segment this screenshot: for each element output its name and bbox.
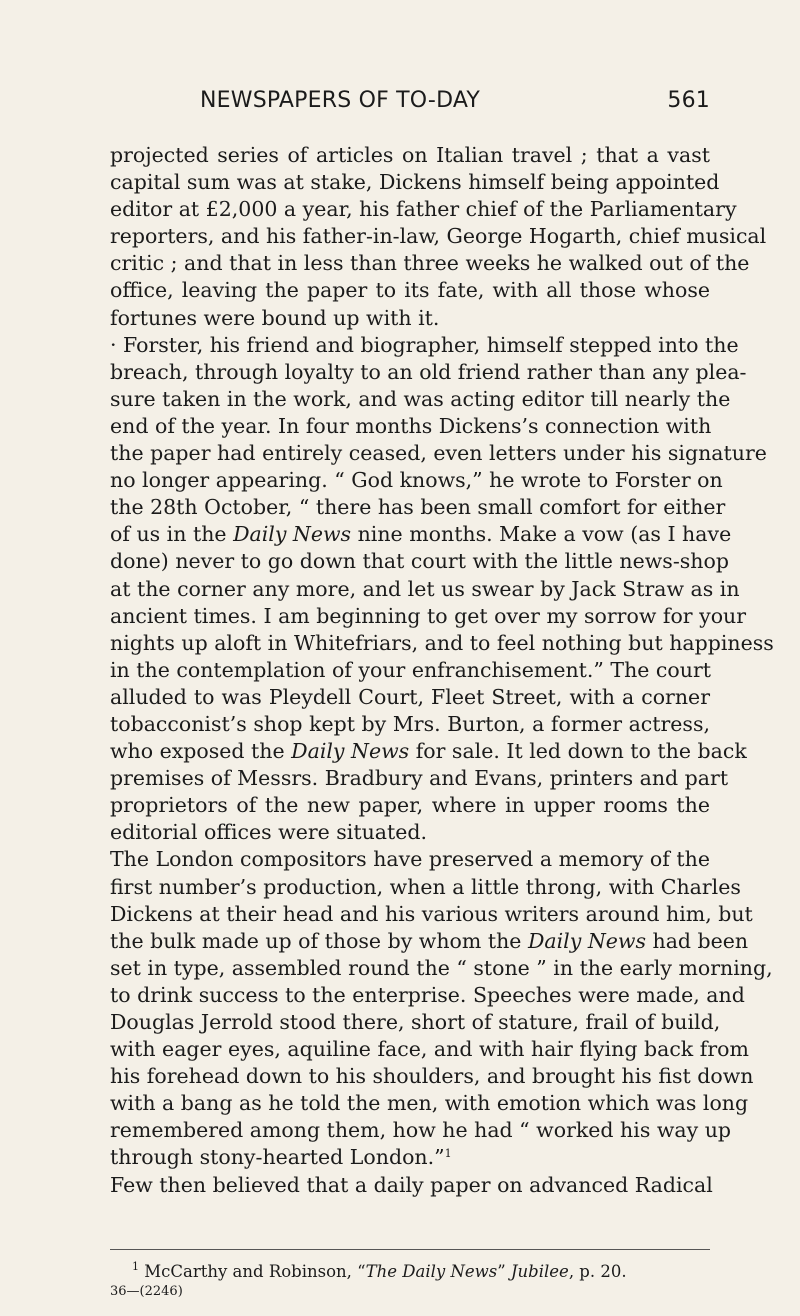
footnote-text-c: , p. 20. (568, 1262, 627, 1281)
text-line: editor at £2,000 a year, his father chief of the Parliamentary (110, 197, 737, 222)
text-line: Dickens at their head and his various writers around him, but (110, 901, 753, 926)
text-line: office, leaving the paper to its fate, with all those whose (110, 278, 710, 303)
text-line: the 28th October, “ there has been small comfort for either (110, 495, 726, 520)
printer-signature: 36—(2246) (110, 1284, 183, 1299)
text-line: alluded to was Pleydell Court, Fleet Street, with a corner (110, 684, 710, 709)
text-line: sure taken in the work, and was acting editor till nearly the (110, 386, 731, 411)
text-line: The London compositors have preserved a memory of the (110, 847, 710, 872)
running-head: NEWSPAPERS OF TO-DAY (200, 88, 480, 113)
italic-title: Daily News (233, 522, 352, 547)
text-line: to drink success to the enterprise. Speeches were made, and (110, 982, 745, 1007)
text-line: ancient times. I am beginning to get over my sorrow for your (110, 603, 747, 628)
text-line: the paper had entirely ceased, even letters under his signature (110, 441, 767, 466)
text-line: done) never to go down that court with the little news-shop (110, 549, 729, 574)
text-line: Few then believed that a daily paper on advanced Radical (110, 1172, 713, 1197)
text-line: fortunes were bound up with it. (110, 305, 440, 330)
text-line: with a bang as he told the men, with emotion which was long (110, 1091, 749, 1116)
text-line: projected series of articles on Italian travel ; that a vast (110, 143, 710, 167)
text-line-italic: of us in the Daily News nine months. Make a vow (as I have (110, 522, 732, 547)
text-line: first number’s production, when a little throng, with Charles (110, 874, 741, 899)
footnote-text-b: ” (497, 1262, 511, 1281)
page-header (200, 88, 710, 128)
text-line: in the contemplation of your enfranchisement.” The court (110, 657, 711, 682)
text-line: with eager eyes, aquiline face, and with hair flying back from (110, 1037, 749, 1062)
text-line-with-footnote (110, 1144, 710, 1171)
text-line: premises of Messrs. Bradbury and Evans, printers and part (110, 766, 729, 791)
body-text (110, 142, 774, 1199)
italic-title: Daily News (291, 739, 410, 764)
text-line: nights up aloft in Whitefriars, and to feel nothing but happiness (110, 630, 774, 655)
italic-title: Daily News (527, 928, 646, 953)
footnote (110, 1262, 710, 1302)
text-line: Douglas Jerrold stood there, short of stature, frail of build, (110, 1010, 721, 1034)
text-line-italic: who exposed the Daily News for sale. It led down to the back (110, 739, 747, 764)
text-line: critic ; and that in less than three weeks he walked out of the (110, 251, 750, 276)
text-line: no longer appearing. “ God knows,” he wrote to Forster on (110, 468, 723, 493)
text-line: through stony-hearted London.” (110, 1145, 445, 1170)
text-line: end of the year. In four months Dickens’s connection with (110, 413, 712, 438)
text-line: · Forster, his friend and biographer, himself stepped into the (110, 332, 739, 357)
page-number: 561 (667, 88, 710, 113)
text-line: at the corner any more, and let us swear by Jack Straw as in (110, 576, 740, 601)
text-line: breach, through loyalty to an old friend rather than any plea- (110, 359, 747, 384)
footnote-text-a: McCarthy and Robinson, “ (144, 1262, 366, 1281)
footnote-title-2: Jubilee (510, 1262, 569, 1281)
footnote-marker: 1 (444, 1147, 452, 1161)
footnote-line (110, 1262, 710, 1282)
text-line: reporters, and his father-in-law, George Hogarth, chief musical (110, 224, 767, 249)
footnote-number: 1 (132, 1260, 139, 1273)
text-line: set in type, assembled round the “ stone ” in the early morning, (110, 955, 773, 980)
text-line: his forehead down to his shoulders, and brought his fist down (110, 1064, 754, 1089)
text-line-italic: the bulk made up of those by whom the Daily News had been (110, 928, 749, 953)
text-line: capital sum was at stake, Dickens himself being appointed (110, 170, 720, 195)
text-line: proprietors of the new paper, where in upper rooms the (110, 793, 710, 818)
footnote-title: The Daily News (365, 1262, 498, 1281)
text-line: editorial offices were situated. (110, 820, 428, 845)
text-line: tobacconist’s shop kept by Mrs. Burton, a former actress, (110, 711, 710, 736)
footnote-rule (110, 1249, 710, 1250)
text-line: remembered among them, how he had “ worked his way up (110, 1118, 732, 1143)
